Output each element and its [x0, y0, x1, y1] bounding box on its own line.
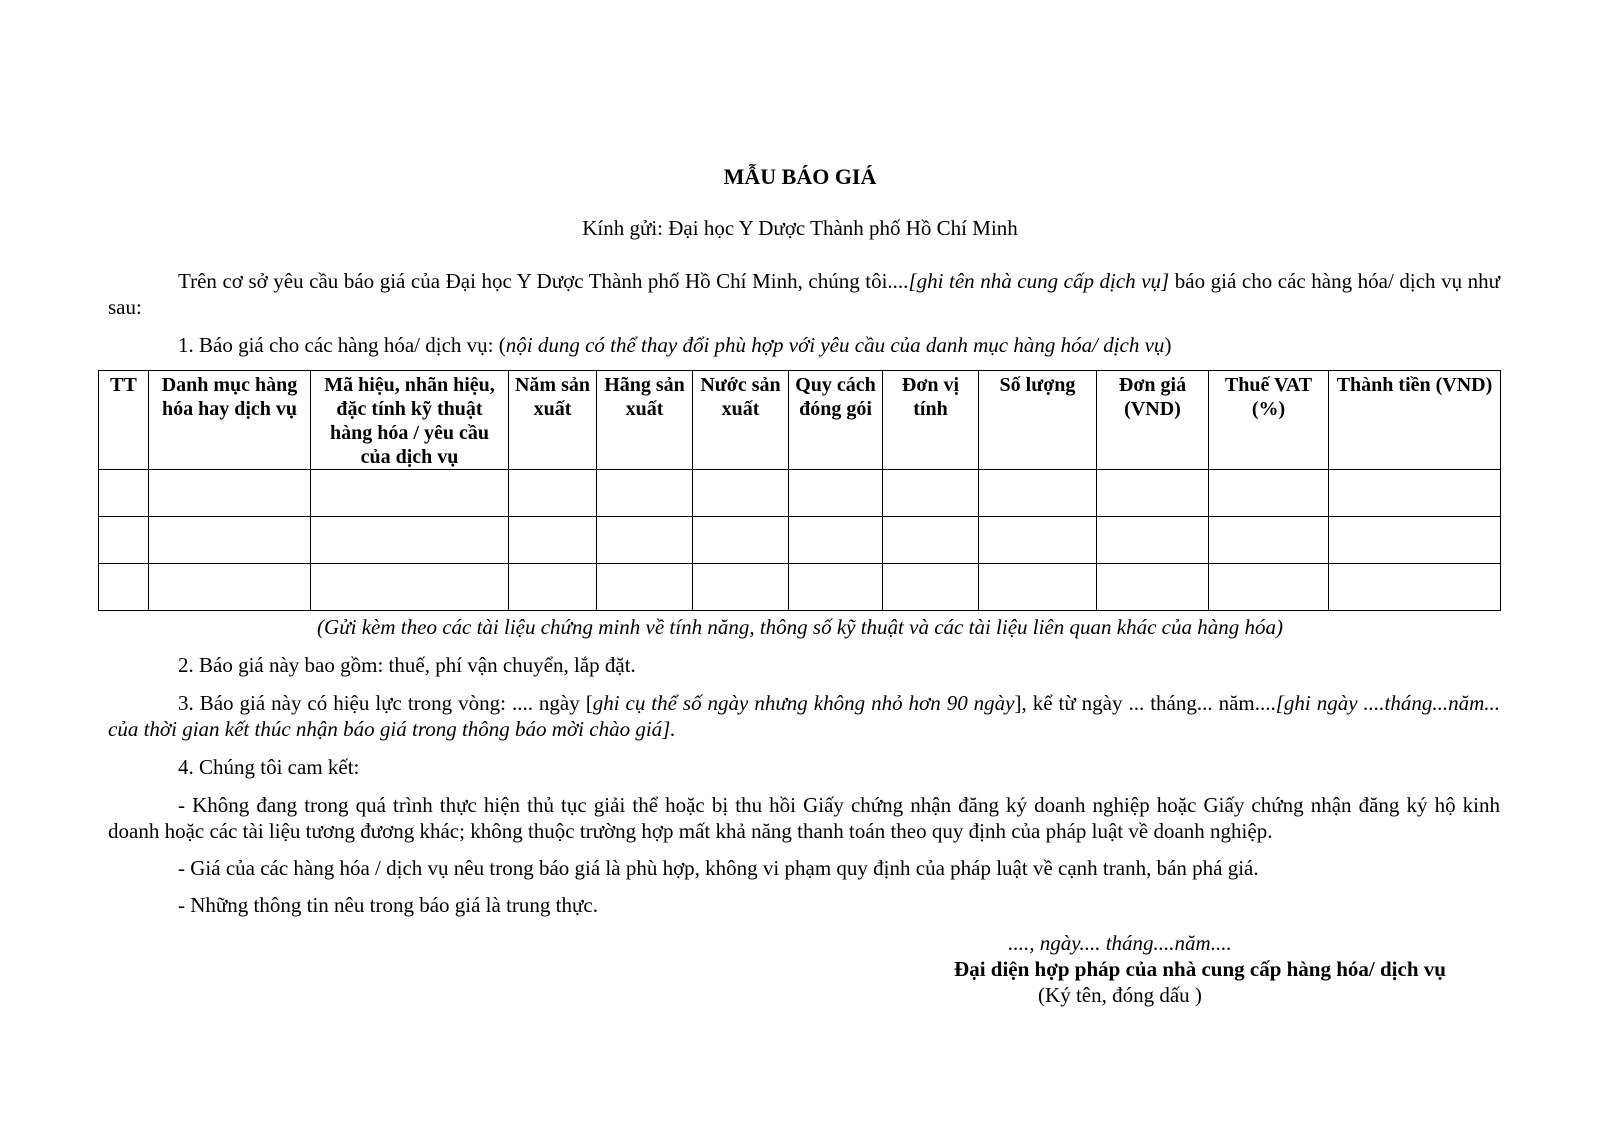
item-1-note: nội dung có thể thay đổi phù hợp với yêu cầu của danh mục hàng hóa/ dịch vụ	[505, 333, 1165, 357]
header-unit: Đơn vị tính	[883, 371, 979, 470]
header-manufacturer: Hãng sản xuất	[597, 371, 693, 470]
table-cell[interactable]	[1097, 517, 1209, 564]
table-cell[interactable]	[693, 564, 789, 611]
table-cell[interactable]	[1329, 470, 1501, 517]
item-1-text: 1. Báo giá cho các hàng hóa/ dịch vụ: (	[178, 333, 506, 357]
table-note: (Gửi kèm theo các tài liệu chứng minh về tính năng, thông số kỹ thuật và các tài liệu liên quan khác của hàng hóa)	[317, 615, 1283, 639]
intro-text-end: báo giá cho các hàng hóa/ dịch vụ như sau:	[108, 269, 1501, 319]
header-unit-price: Đơn giá (VND)	[1097, 371, 1209, 470]
table-cell[interactable]	[99, 517, 149, 564]
table-cell[interactable]	[509, 564, 597, 611]
table-cell[interactable]	[883, 564, 979, 611]
table-cell[interactable]	[509, 517, 597, 564]
table-cell[interactable]	[597, 517, 693, 564]
header-year: Năm sản xuất	[509, 371, 597, 470]
intro-placeholder: [ghi tên nhà cung cấp dịch vụ]	[908, 269, 1170, 293]
table-cell[interactable]	[311, 470, 509, 517]
table-cell[interactable]	[99, 564, 149, 611]
table-cell[interactable]	[1097, 470, 1209, 517]
header-vat: Thuế VAT (%)	[1209, 371, 1329, 470]
recipient-line: Kính gửi: Đại học Y Dược Thành phố Hồ Chí Minh	[582, 216, 1018, 240]
item-3	[108, 690, 1500, 742]
header-item: Danh mục hàng hóa hay dịch vụ	[149, 371, 311, 470]
header-total: Thành tiền (VND)	[1329, 371, 1501, 470]
table-cell[interactable]	[693, 517, 789, 564]
table-cell[interactable]	[1097, 564, 1209, 611]
table-cell[interactable]	[597, 470, 693, 517]
item-3-placeholder-date: [ghi ngày ....tháng...năm... của thời gian kết thúc nhận báo giá trong thông báo mời chào giá].	[108, 691, 1500, 741]
table-cell[interactable]	[1329, 564, 1501, 611]
table-cell[interactable]	[1209, 517, 1329, 564]
table-cell[interactable]	[99, 470, 149, 517]
table-cell[interactable]	[693, 470, 789, 517]
document-title: MẪU BÁO GIÁ	[723, 164, 877, 189]
table-cell[interactable]	[509, 470, 597, 517]
table-header-row	[99, 371, 1501, 470]
table-cell[interactable]	[979, 517, 1097, 564]
table-cell[interactable]	[311, 564, 509, 611]
header-quantity: Số lượng	[979, 371, 1097, 470]
item-2: 2. Báo giá này bao gồm: thuế, phí vận chuyển, lắp đặt.	[178, 653, 636, 677]
table-cell[interactable]	[1209, 470, 1329, 517]
table-cell[interactable]	[597, 564, 693, 611]
item-3-text: 3. Báo giá này có hiệu lực trong vòng: .... ngày [	[178, 691, 593, 715]
intro-text: Trên cơ sở yêu cầu báo giá của Đại học Y Dược Thành phố Hồ Chí Minh, chúng tôi....	[178, 269, 909, 293]
table-cell[interactable]	[979, 564, 1097, 611]
table-cell[interactable]	[1209, 564, 1329, 611]
table-cell[interactable]	[789, 564, 883, 611]
table-cell[interactable]	[149, 564, 311, 611]
header-packaging: Quy cách đóng gói	[789, 371, 883, 470]
item-3-placeholder: ghi cụ thể số ngày nhưng không nhỏ hơn 90 ngày	[592, 691, 1015, 715]
item-3-text-mid: ], kể từ ngày ... tháng... năm....	[1014, 691, 1276, 715]
signature-note: (Ký tên, đóng dấu )	[1038, 983, 1202, 1007]
table-row	[99, 564, 1501, 611]
commitment-1: - Không đang trong quá trình thực hiện thủ tục giải thể hoặc bị thu hồi Giấy chứng nhận đăng ký doanh nghiệp hoặc Giấy chứng nhận đăng ký hộ kinh doanh hoặc các tài liệu tương đương khác; không thuộc trường hợp mất khả năng thanh toán theo quy định của pháp luật về doanh nghiệp.	[108, 793, 1500, 843]
quote-table	[98, 370, 1501, 611]
intro-paragraph	[108, 268, 1500, 320]
header-tt: TT	[99, 371, 149, 470]
header-spec: Mã hiệu, nhãn hiệu, đặc tính kỹ thuật hàng hóa / yêu cầu của dịch vụ	[311, 371, 509, 470]
signature-date: ...., ngày.... tháng....năm....	[1008, 931, 1232, 955]
item-1-close: )	[1164, 333, 1172, 357]
table-cell[interactable]	[883, 517, 979, 564]
table-cell[interactable]	[149, 517, 311, 564]
table-cell[interactable]	[789, 470, 883, 517]
commitment-2: - Giá của các hàng hóa / dịch vụ nêu trong báo giá là phù hợp, không vi phạm quy định của pháp luật về cạnh tranh, bán phá giá.	[178, 856, 1259, 880]
table-cell[interactable]	[1329, 517, 1501, 564]
table-row	[99, 517, 1501, 564]
item-4: 4. Chúng tôi cam kết:	[178, 755, 360, 779]
item-1	[178, 332, 1500, 358]
table-row	[99, 470, 1501, 517]
header-country: Nước sản xuất	[693, 371, 789, 470]
table-cell[interactable]	[883, 470, 979, 517]
commitment-3: - Những thông tin nêu trong báo giá là trung thực.	[178, 893, 598, 917]
table-cell[interactable]	[149, 470, 311, 517]
table-cell[interactable]	[979, 470, 1097, 517]
table-cell[interactable]	[789, 517, 883, 564]
signature-role: Đại diện hợp pháp của nhà cung cấp hàng hóa/ dịch vụ	[954, 957, 1446, 981]
table-cell[interactable]	[311, 517, 509, 564]
